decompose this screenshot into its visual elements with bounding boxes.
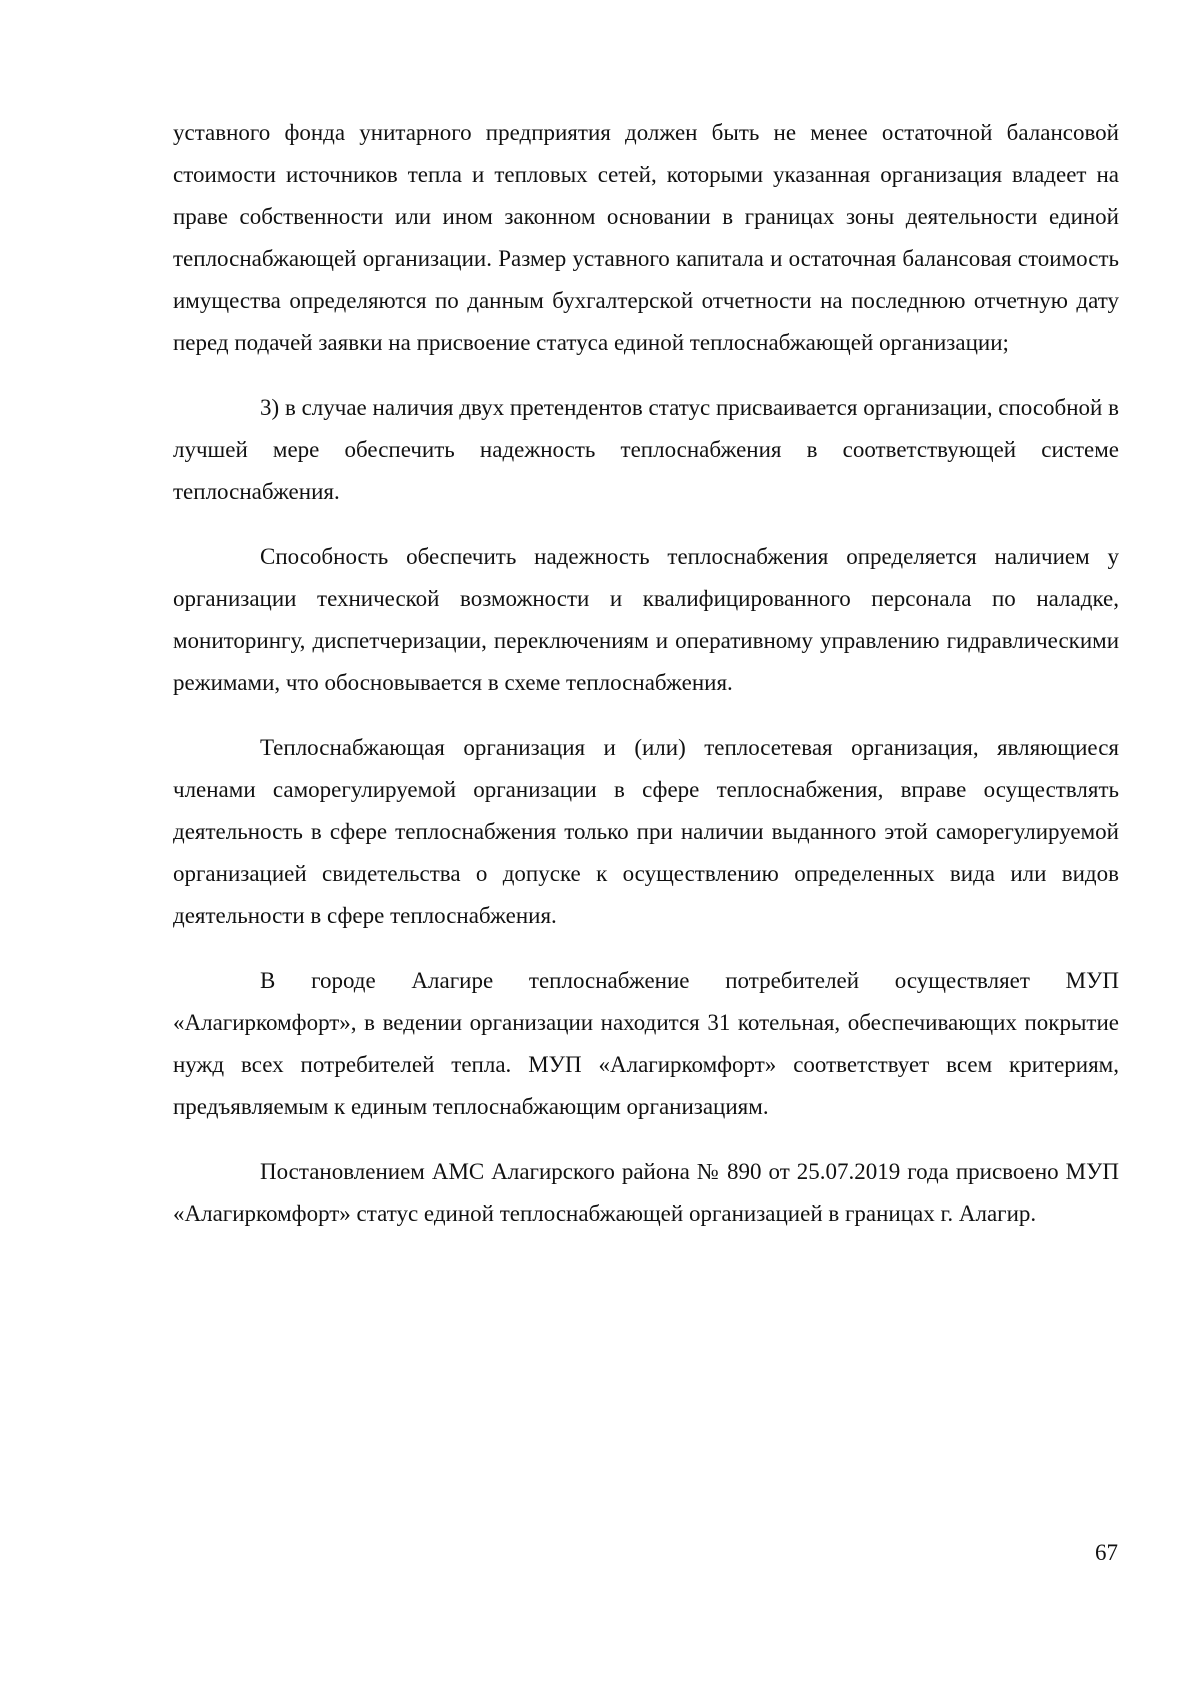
page-number: 67 (1095, 1540, 1118, 1565)
paragraph-continuation: уставного фонда унитарного предприятия должен быть не менее остаточной балансовой стоимости источников тепла и тепловых сетей, которыми указанная организация владеет на праве собственности или ином законном основании в границах зоны деятельности единой теплоснабжающей организации. Размер уставного капитала и остаточная балансовая стоимость имущества определяются по данным бухгалтерской отчетности на последнюю отчетную дату перед подачей заявки на присвоение статуса единой теплоснабжающей организации; (173, 120, 1119, 355)
paragraph-item-3: 3) в случае наличия двух претендентов статус присваивается организации, способной в лучшей мере обеспечить надежность теплоснабжения в соответствующей системе теплоснабжения. (173, 395, 1119, 504)
paragraph-resolution: Постановлением АМС Алагирского района № 890 от 25.07.2019 года присвоено МУП «Алагиркомфорт» статус единой теплоснабжающей организацией в границах г. Алагир. (173, 1159, 1119, 1226)
paragraph-reliability: Способность обеспечить надежность теплоснабжения определяется наличием у организации технической возможности и квалифицированного персонала по наладке, мониторингу, диспетчеризации, переключениям и оперативному управлению гидравлическими режимами, что обосновывается в схеме теплоснабжения. (173, 544, 1119, 695)
paragraph-sro: Теплоснабжающая организация и (или) теплосетевая организация, являющиеся членами саморегулируемой организации в сфере теплоснабжения, вправе осуществлять деятельность в сфере теплоснабжения только при наличии выданного этой саморегулируемой организацией свидетельства о допуске к осуществлению определенных вида или видов деятельности в сфере теплоснабжения. (173, 735, 1119, 928)
paragraph-alagir: В городе Алагире теплоснабжение потребителей осуществляет МУП «Алагиркомфорт», в ведении организации находится 31 котельная, обеспечивающих покрытие нужд всех потребителей тепла. МУП «Алагиркомфорт» соответствует всем критериям, предъявляемым к единым теплоснабжающим организациям. (173, 968, 1119, 1119)
body-text (173, 112, 1119, 1258)
